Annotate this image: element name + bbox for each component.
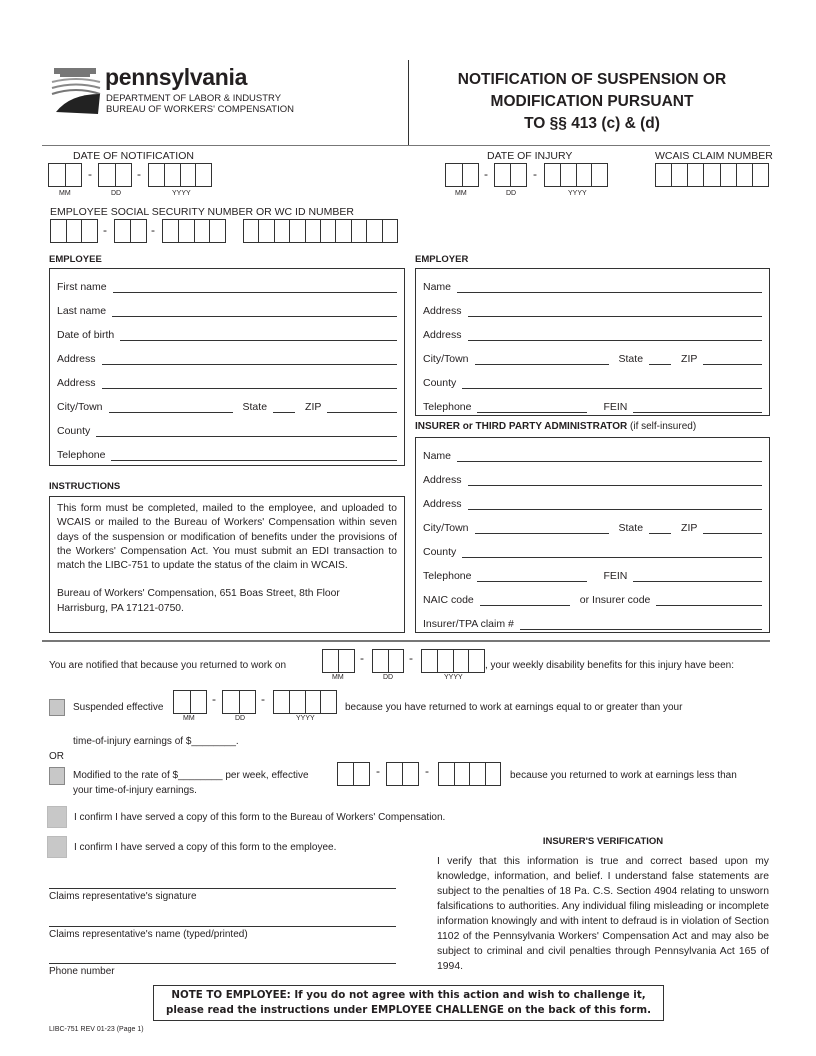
- digit-cell[interactable]: [387, 763, 403, 785]
- digit-cell[interactable]: [274, 691, 290, 713]
- digit-cell[interactable]: [438, 650, 454, 672]
- notification-year-input[interactable]: [148, 163, 212, 187]
- employee-address2-field[interactable]: Address: [57, 375, 397, 389]
- form-id: LIBC-751 REV 01-23 (Page 1): [49, 1026, 144, 1033]
- dd-label: DD: [111, 190, 122, 197]
- digit-cell[interactable]: [561, 164, 577, 186]
- insurer-naic-field[interactable]: NAIC code or Insurer code: [423, 592, 762, 606]
- insurer-telephone-fein-field[interactable]: Telephone FEIN: [423, 568, 762, 582]
- insurer-address2-field[interactable]: Address: [423, 496, 762, 510]
- notice-intro: You are notified that because you returned to work on: [49, 660, 287, 671]
- modified-month-input[interactable]: [337, 762, 370, 786]
- wcais-claim-number-input[interactable]: [655, 163, 769, 187]
- digit-cell[interactable]: [82, 220, 97, 242]
- employer-county-field[interactable]: County: [423, 375, 762, 389]
- digit-cell[interactable]: [165, 164, 181, 186]
- dept-line-2: BUREAU OF WORKERS' COMPENSATION: [106, 104, 294, 115]
- digit-cell[interactable]: [174, 691, 191, 713]
- wc-id-input[interactable]: [243, 219, 398, 243]
- insurer-city-state-zip-field[interactable]: City/Town State ZIP: [423, 520, 762, 534]
- digit-cell[interactable]: [545, 164, 561, 186]
- return-year-input[interactable]: [421, 649, 485, 673]
- note-to-employee: [153, 985, 664, 1021]
- instructions-box: [49, 496, 405, 633]
- divider: [42, 640, 770, 642]
- digit-cell[interactable]: [66, 164, 82, 186]
- digit-cell[interactable]: [592, 164, 607, 186]
- note-line: please read the instructions under EMPLOYEE CHALLENGE on the back of this form.: [165, 1004, 652, 1016]
- dept-line-1: DEPARTMENT OF LABOR & INDUSTRY: [106, 93, 282, 104]
- insurer-section: [415, 437, 770, 633]
- digit-cell[interactable]: [259, 220, 274, 242]
- form-title: [422, 69, 762, 135]
- digit-cell[interactable]: [149, 164, 165, 186]
- notification-month-input[interactable]: [48, 163, 82, 187]
- digit-cell[interactable]: [323, 650, 339, 672]
- title-line: NOTIFICATION OF SUSPENSION OR: [457, 71, 727, 88]
- digit-cell[interactable]: [422, 650, 438, 672]
- digit-cell[interactable]: [321, 220, 336, 242]
- return-month-input[interactable]: [322, 649, 355, 673]
- digit-cell[interactable]: [306, 691, 322, 713]
- verification-heading: INSURER'S VERIFICATION: [542, 836, 664, 847]
- modified-reason: because you returned to work at earnings less than: [510, 770, 737, 781]
- suspended-reason: because you have returned to work at earnings equal to or greater than your: [345, 702, 683, 713]
- header-divider: [408, 60, 409, 145]
- digit-cell[interactable]: [51, 220, 67, 242]
- yyyy-label: YYYY: [568, 190, 587, 197]
- digit-cell[interactable]: [463, 164, 479, 186]
- digit-cell[interactable]: [223, 691, 240, 713]
- confirm-employee-checkbox[interactable]: [47, 836, 67, 858]
- name-label: Claims representative's name (typed/printed): [49, 929, 248, 940]
- digit-cell[interactable]: [737, 164, 753, 186]
- employee-first-name-field[interactable]: First name: [57, 279, 397, 293]
- digit-cell[interactable]: [439, 763, 455, 785]
- mm-label: MM: [455, 190, 467, 197]
- insurer-heading: INSURER or THIRD PARTY ADMINISTRATOR (if self-insured): [415, 421, 697, 432]
- digit-cell[interactable]: [321, 691, 336, 713]
- employee-address1-field[interactable]: Address: [57, 351, 397, 365]
- digit-cell[interactable]: [181, 164, 197, 186]
- suspended-month-input[interactable]: [173, 690, 207, 714]
- suspended-checkbox[interactable]: [49, 699, 65, 716]
- yyyy-label: YYYY: [444, 674, 463, 681]
- modified-label[interactable]: Modified to the rate of $________ per week, effective: [73, 770, 309, 781]
- instructions-address-2: Harrisburg, PA 17121-0750.: [57, 602, 184, 614]
- yyyy-label: YYYY: [296, 715, 315, 722]
- ssn-part1-input[interactable]: [50, 219, 98, 243]
- digit-cell[interactable]: [656, 164, 672, 186]
- digit-cell[interactable]: [577, 164, 593, 186]
- digit-cell[interactable]: [338, 763, 354, 785]
- modified-day-input[interactable]: [386, 762, 419, 786]
- digit-cell[interactable]: [275, 220, 290, 242]
- employer-city-state-zip-field[interactable]: City/Town State ZIP: [423, 351, 762, 365]
- digit-cell[interactable]: [67, 220, 83, 242]
- digit-cell[interactable]: [240, 691, 256, 713]
- insurer-name-field[interactable]: Name: [423, 448, 762, 462]
- employer-telephone-fein-field[interactable]: Telephone FEIN: [423, 399, 762, 413]
- suspended-year-input[interactable]: [273, 690, 337, 714]
- digit-cell[interactable]: [672, 164, 688, 186]
- digit-cell[interactable]: [367, 220, 382, 242]
- modified-end: your time-of-injury earnings.: [73, 785, 197, 796]
- date-of-notification-label: DATE OF NOTIFICATION: [73, 150, 194, 162]
- injury-month-input[interactable]: [445, 163, 479, 187]
- modified-checkbox[interactable]: [49, 767, 65, 785]
- digit-cell[interactable]: [290, 691, 306, 713]
- confirm-bureau-label: I confirm I have served a copy of this form to the Bureau of Workers' Compensation.: [74, 812, 446, 823]
- employee-telephone-field[interactable]: Telephone: [57, 447, 397, 461]
- ssn-part3-input[interactable]: [162, 219, 226, 243]
- divider: [42, 145, 770, 146]
- digit-cell[interactable]: [511, 164, 526, 186]
- digit-cell[interactable]: [486, 763, 501, 785]
- employer-address1-field[interactable]: Address: [423, 303, 762, 317]
- ssn-part2-input[interactable]: [114, 219, 147, 243]
- digit-cell[interactable]: [115, 220, 131, 242]
- signature-line[interactable]: [49, 888, 396, 889]
- notice-intro-end: , your weekly disability benefits for this injury have been:: [485, 660, 735, 671]
- digit-cell[interactable]: [99, 164, 116, 186]
- employer-address2-field[interactable]: Address: [423, 327, 762, 341]
- notification-day-input[interactable]: [98, 163, 132, 187]
- suspended-label: Suspended effective: [73, 702, 164, 713]
- digit-cell[interactable]: [339, 650, 354, 672]
- digit-cell[interactable]: [446, 164, 463, 186]
- digit-cell[interactable]: [721, 164, 737, 186]
- digit-cell[interactable]: [753, 164, 768, 186]
- digit-cell[interactable]: [196, 164, 211, 186]
- digit-cell[interactable]: [336, 220, 351, 242]
- employee-heading: EMPLOYEE: [49, 254, 102, 265]
- instructions-text: This form must be completed, mailed to the employee, and uploaded to WCAIS or mailed to the Bureau of Workers' Compensation within seven days of the suspension or modification of benefits under the provisions of the Workers' Compensation Act. You must submit an EDI transaction to match the LIBC-751 to update the status of the claim in WCAIS.: [57, 503, 397, 572]
- digit-cell[interactable]: [470, 763, 486, 785]
- digit-cell[interactable]: [383, 220, 397, 242]
- digit-cell[interactable]: [131, 220, 146, 242]
- digit-cell[interactable]: [195, 220, 211, 242]
- pa-keystone-logo: [50, 64, 102, 116]
- modified-year-input[interactable]: [438, 762, 501, 786]
- instructions-heading: INSTRUCTIONS: [49, 481, 121, 492]
- dd-label: DD: [383, 674, 394, 681]
- employer-name-field[interactable]: Name: [423, 279, 762, 293]
- employer-heading: EMPLOYER: [415, 254, 469, 265]
- digit-cell[interactable]: [191, 691, 207, 713]
- title-line: TO §§ 413 (c) & (d): [524, 115, 660, 132]
- employee-section: [49, 268, 405, 466]
- insurer-claim-field[interactable]: Insurer/TPA claim #: [423, 616, 762, 630]
- digit-cell[interactable]: [403, 763, 418, 785]
- confirm-employee-label: I confirm I have served a copy of this form to the employee.: [74, 842, 337, 853]
- digit-cell[interactable]: [389, 650, 404, 672]
- yyyy-label: YYYY: [172, 190, 191, 197]
- confirm-bureau-checkbox[interactable]: [47, 806, 67, 828]
- phone-line[interactable]: [49, 963, 396, 964]
- name-line[interactable]: [49, 926, 396, 927]
- or-label: OR: [49, 751, 64, 762]
- digit-cell[interactable]: [210, 220, 225, 242]
- suspended-earnings-field[interactable]: time-of-injury earnings of $________.: [73, 736, 239, 747]
- verification-text: I verify that this information is true and correct based upon my knowledge, information, and belief. I understand false statements are subject to the penalties of 18 Pa. C.S. Section 4904 relating to unsworn falsifications to authorities. Any individual filing misleading or incomplete information knowingly and with intent to defraud is in violation of Section 1102 of the Pennsylvania Workers' Compensation Act and may also be subject to criminal and civil penalties through Pennsylvania Act 165 of 1994.: [437, 856, 769, 972]
- employer-section: [415, 268, 770, 416]
- digit-cell[interactable]: [49, 164, 66, 186]
- injury-day-input[interactable]: [494, 163, 527, 187]
- instructions-address-1: Bureau of Workers' Compensation, 651 Boas Street, 8th Floor: [57, 588, 340, 600]
- digit-cell[interactable]: [688, 164, 704, 186]
- digit-cell[interactable]: [290, 220, 305, 242]
- note-line: NOTE TO EMPLOYEE: If you do not agree with this action and wish to challenge it,: [171, 989, 646, 1001]
- injury-year-input[interactable]: [544, 163, 608, 187]
- insurer-county-field[interactable]: County: [423, 544, 762, 558]
- digit-cell[interactable]: [244, 220, 259, 242]
- dd-label: DD: [506, 190, 517, 197]
- digit-cell[interactable]: [163, 220, 179, 242]
- insurer-address1-field[interactable]: Address: [423, 472, 762, 486]
- phone-label: Phone number: [49, 966, 115, 977]
- digit-cell[interactable]: [352, 220, 367, 242]
- ssn-label: EMPLOYEE SOCIAL SECURITY NUMBER OR WC ID NUMBER: [50, 206, 354, 218]
- suspended-day-input[interactable]: [222, 690, 256, 714]
- digit-cell[interactable]: [455, 763, 471, 785]
- digit-cell[interactable]: [454, 650, 470, 672]
- employee-city-state-zip-field[interactable]: City/Town State ZIP: [57, 399, 397, 413]
- employee-dob-field[interactable]: Date of birth: [57, 327, 397, 341]
- return-day-input[interactable]: [372, 649, 404, 673]
- digit-cell[interactable]: [704, 164, 720, 186]
- mm-label: MM: [183, 715, 195, 722]
- mm-label: MM: [332, 674, 344, 681]
- employee-last-name-field[interactable]: Last name: [57, 303, 397, 317]
- digit-cell[interactable]: [179, 220, 195, 242]
- logo-name: pennsylvania: [105, 64, 248, 90]
- dd-label: DD: [235, 715, 246, 722]
- digit-cell[interactable]: [495, 164, 511, 186]
- digit-cell[interactable]: [306, 220, 321, 242]
- digit-cell[interactable]: [354, 763, 369, 785]
- signature-label: Claims representative's signature: [49, 891, 197, 902]
- wcais-label: WCAIS CLAIM NUMBER: [655, 150, 773, 162]
- title-line: MODIFICATION PURSUANT: [490, 93, 694, 110]
- digit-cell[interactable]: [373, 650, 389, 672]
- digit-cell[interactable]: [116, 164, 132, 186]
- mm-label: MM: [59, 190, 71, 197]
- date-of-injury-label: DATE OF INJURY: [487, 150, 573, 162]
- digit-cell[interactable]: [469, 650, 484, 672]
- employee-county-field[interactable]: County: [57, 423, 397, 437]
